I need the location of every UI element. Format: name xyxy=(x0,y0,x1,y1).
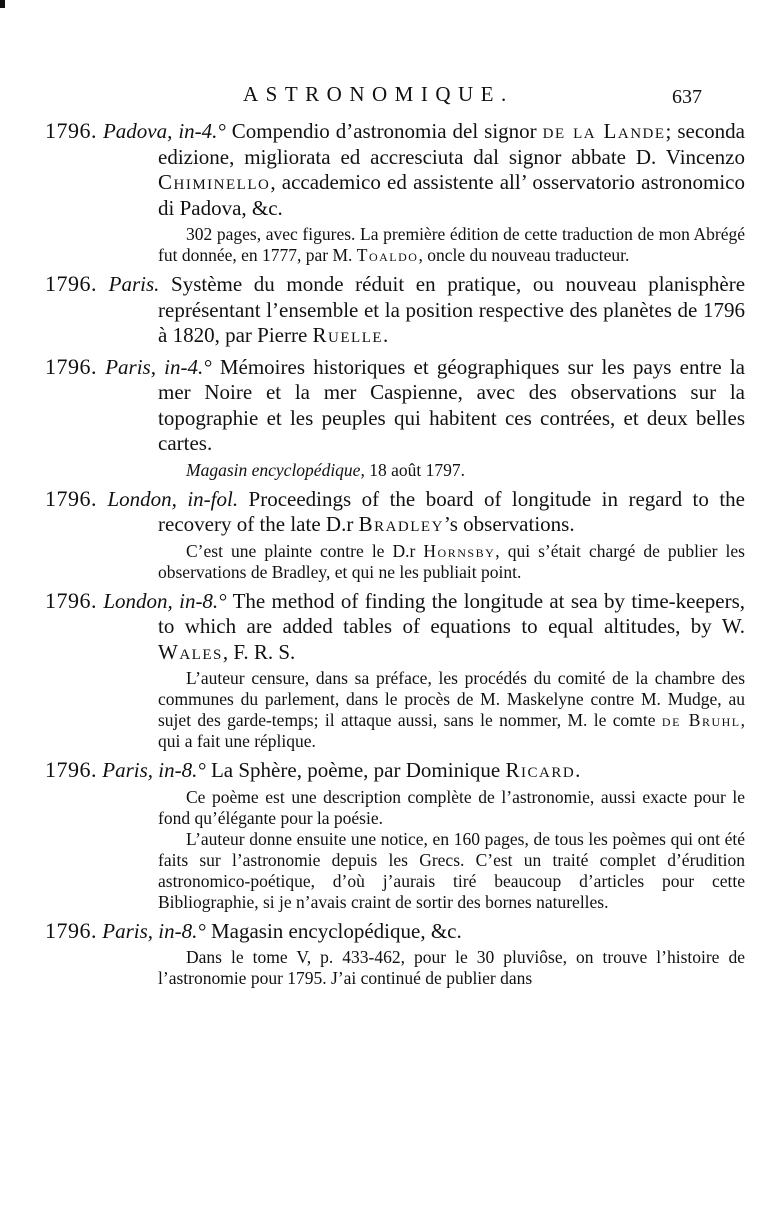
entry-imprint: London, in-8.° xyxy=(103,588,227,613)
note-text: , oncle du nouveau traducteur. xyxy=(418,245,630,265)
entry-title-text: Compendio d’astronomia del signor xyxy=(231,119,543,143)
person-name: Bradley xyxy=(358,512,444,536)
note-text: L’auteur censure, dans sa préface, les procédés du comité de la chambre des communes du parlement, dans le procès de M. Maskelyne contre M. Mudge, au sujet des garde-temps; il attaque aussi, sans le nommer, M. le comte xyxy=(158,668,745,730)
entry-note: Ce poème est une description complète de l’astronomie, aussi exacte pour le fond qu’élégante pour la poésie. xyxy=(158,786,745,828)
entry-title-text: The method of finding the longitude at sea by time-keepers, to which are added tables of equations to equal altitudes, by W. xyxy=(158,588,746,638)
entry-note: L’auteur donne ensuite une notice, en 160 pages, de tous les poèmes qui ont été faits sur l’astronomie depuis les Grecs. C’est un traité complet d’érudition astronomico-poétique, d’où j’aurais tiré beaucoup d’articles pour cette Bibliographie, si je n’avais craint de sortir des bornes naturelles. xyxy=(158,828,745,912)
author-name: Ruelle xyxy=(312,323,384,347)
entry-year: 1796. xyxy=(45,917,97,943)
person-name: Hornsby xyxy=(423,540,496,561)
entry-title-text: La Sphère, poème, par Dominique xyxy=(210,758,506,782)
entry-title-text: Magasin encyclopédique, &c. xyxy=(210,918,462,943)
person-name: Toaldo xyxy=(356,245,419,265)
author-name: Ricard xyxy=(505,758,576,782)
entry-paris-systeme xyxy=(45,271,745,349)
entry-imprint: Paris, in-8.° xyxy=(102,758,206,782)
entry-imprint: London, in-fol. xyxy=(107,486,239,511)
entry-paris-magasin xyxy=(45,918,745,990)
source-title: Magasin encyclopédique, xyxy=(186,459,365,480)
entry-title-text: , accademico ed assistente all’ osservatorio astronomico di Padova, &c. xyxy=(158,170,745,220)
person-name: de Bruhl xyxy=(661,710,741,730)
entry-london-method xyxy=(45,588,745,753)
entry-heading xyxy=(45,918,745,945)
entry-paris-memoires xyxy=(45,354,745,481)
note-text: 302 pages, avec figures. La première édition de cette traduction de mon Abrégé fut donnée, en 1777, par M. xyxy=(158,224,745,265)
entry-title-text: Système du monde réduit en pratique, ou nouveau planisphère représentant l’ensemble et la position respective des planètes de 1796 à 1820, par Pierre xyxy=(158,272,746,347)
entry-heading xyxy=(45,757,745,784)
entry-year: 1796. xyxy=(45,271,97,296)
entry-title-text: Proceedings of the board of longitude in regard to the recovery of the late D.r xyxy=(158,486,745,536)
entry-title-text: Mémoires historiques et géographiques sur les pays entre la mer Noire et la mer Caspienne, avec des observations sur la topographie et les peuples qui habitent ces contrées, et deux belles cartes. xyxy=(158,354,745,455)
entry-imprint: Paris, in-4.° xyxy=(105,354,212,379)
entry-heading xyxy=(45,354,745,457)
entry-heading xyxy=(45,588,745,666)
entry-note: Dans le tome V, p. 433-462, pour le 30 pluviôse, on trouve l’histoire de l’astronomie pour 1795. J’ai continué de publier dans xyxy=(158,947,745,988)
entry-title-text: . xyxy=(383,323,389,347)
entry-heading xyxy=(45,271,745,349)
entry-year: 1796. xyxy=(45,353,97,379)
entry-year: 1796. xyxy=(45,587,97,613)
entry-title-text: ; seconda edizione, migliorata ed accresciuta dal signor abbate D. Vincenzo xyxy=(158,119,745,169)
note-text: 18 août 1797. xyxy=(364,459,465,480)
entry-imprint: Paris, in-8.° xyxy=(102,918,206,943)
note-text: , qui a fait une réplique. xyxy=(158,710,745,751)
note-text: C’est une plainte contre le D.r xyxy=(186,540,424,561)
entry-paris-sphere xyxy=(45,757,745,913)
entry-imprint: Paris. xyxy=(108,272,160,296)
note-text: , qui s’était chargé de publier les observations de Bradley, et qui ne les publiait point. xyxy=(158,540,745,582)
author-name: de la Lande xyxy=(542,119,666,143)
entry-heading xyxy=(45,486,745,538)
bibliography-entries xyxy=(45,118,745,994)
running-title: ASTRONOMIQUE. xyxy=(243,82,514,106)
entry-year: 1796. xyxy=(45,118,97,143)
entry-title-text: ’s observations. xyxy=(443,512,575,536)
entry-year: 1796. xyxy=(45,757,97,782)
entry-heading xyxy=(45,118,745,221)
page-number: 637 xyxy=(672,86,702,108)
entry-note xyxy=(158,668,745,752)
entry-london-proceedings xyxy=(45,486,745,583)
corner-mark xyxy=(0,0,5,8)
entry-padova-compendio xyxy=(45,118,745,266)
entry-title-text: . xyxy=(575,758,581,782)
entry-title-text: , F. R. S. xyxy=(222,639,296,664)
running-head xyxy=(0,82,766,112)
entry-note xyxy=(158,541,745,583)
entry-note xyxy=(158,460,745,481)
entry-note xyxy=(158,224,745,266)
author-name: Chiminello xyxy=(158,170,271,194)
author-name: Wales xyxy=(158,639,223,664)
entry-imprint: Padova, in-4.° xyxy=(102,119,226,143)
entry-year: 1796. xyxy=(45,485,97,511)
